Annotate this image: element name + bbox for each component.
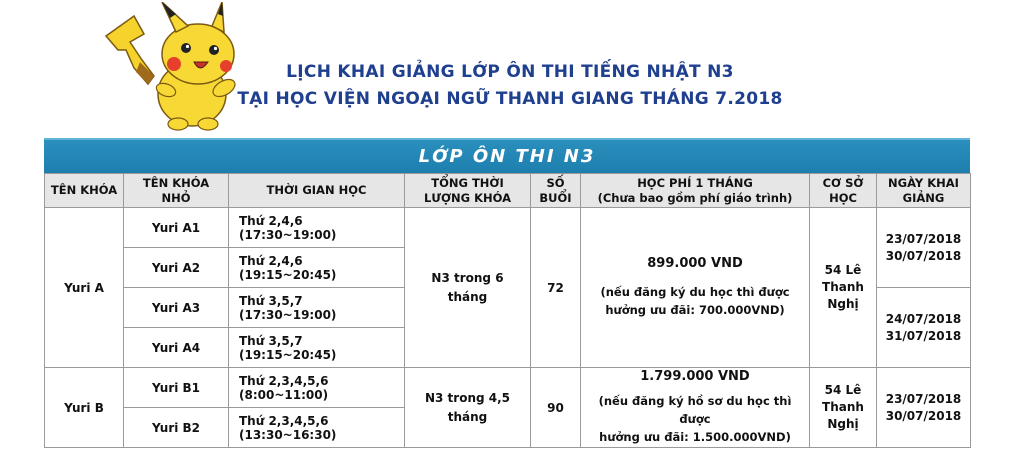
course-name-yuri-a: Yuri A bbox=[45, 208, 124, 368]
class-name: Yuri A1 bbox=[124, 208, 229, 248]
class-name: Yuri A3 bbox=[124, 288, 229, 328]
class-name: Yuri B2 bbox=[124, 408, 229, 448]
fee-amount: 899.000 VND bbox=[647, 256, 743, 271]
class-name: Yuri A4 bbox=[124, 328, 229, 368]
course-duration: N3 trong 4,5 tháng bbox=[405, 368, 531, 448]
schedule-table bbox=[44, 173, 971, 448]
class-time: Thứ 2,4,6 (17:30~19:00) bbox=[229, 208, 405, 248]
start-dates: 24/07/2018 31/07/2018 bbox=[877, 288, 971, 368]
class-time: Thứ 2,3,4,5,6 (13:30~16:30) bbox=[229, 408, 405, 448]
header-row bbox=[45, 174, 971, 208]
start-dates: 23/07/2018 30/07/2018 bbox=[877, 368, 971, 448]
class-time: Thứ 3,5,7 (17:30~19:00) bbox=[229, 288, 405, 328]
fee-discount-note: (nếu đăng ký du học thì được hưởng ưu đãi: 700.000VND) bbox=[600, 285, 790, 317]
header-subcourse: TÊN KHÓA NHỎ bbox=[124, 174, 229, 208]
class-time: Thứ 2,3,4,5,6 (8:00~11:00) bbox=[229, 368, 405, 408]
header-sessions: SỐ BUỔI bbox=[531, 174, 581, 208]
course-fee bbox=[581, 208, 810, 368]
fee-amount: 1.799.000 VND bbox=[640, 369, 750, 384]
table-row bbox=[45, 368, 971, 408]
class-name: Yuri A2 bbox=[124, 248, 229, 288]
class-time: Thứ 2,4,6 (19:15~20:45) bbox=[229, 248, 405, 288]
header-start-date: NGÀY KHAI GIẢNG bbox=[877, 174, 971, 208]
header-fee: HỌC PHÍ 1 THÁNG (Chưa bao gồm phí giáo trình) bbox=[581, 174, 810, 208]
course-location: 54 Lê Thanh Nghị bbox=[810, 208, 877, 368]
start-dates: 23/07/2018 30/07/2018 bbox=[877, 208, 971, 288]
class-time: Thứ 3,5,7 (19:15~20:45) bbox=[229, 328, 405, 368]
header-time: THỜI GIAN HỌC bbox=[229, 174, 405, 208]
course-sessions: 72 bbox=[531, 208, 581, 368]
page-title: LỊCH KHAI GIẢNG LỚP ÔN THI TIẾNG NHẬT N3 bbox=[286, 62, 734, 82]
course-duration: N3 trong 6 tháng bbox=[405, 208, 531, 368]
table-banner: LỚP ÔN THI N3 bbox=[44, 138, 970, 173]
course-location: 54 Lê Thanh Nghị bbox=[810, 368, 877, 448]
pikachu-illustration bbox=[100, 2, 245, 134]
header-course: TÊN KHÓA bbox=[45, 174, 124, 208]
course-name-yuri-b: Yuri B bbox=[45, 368, 124, 448]
fee-discount-note: (nếu đăng ký hồ sơ du học thì được hưởng ưu đãi: 1.500.000VND) bbox=[598, 394, 792, 444]
header-location: CƠ SỞ HỌC bbox=[810, 174, 877, 208]
table-row bbox=[45, 208, 971, 248]
class-name: Yuri B1 bbox=[124, 368, 229, 408]
course-fee bbox=[581, 368, 810, 448]
header-duration: TỔNG THỜI LƯỢNG KHÓA bbox=[405, 174, 531, 208]
course-sessions: 90 bbox=[531, 368, 581, 448]
page-subtitle: TẠI HỌC VIỆN NGOẠI NGỮ THANH GIANG THÁNG 7.2018 bbox=[237, 89, 783, 109]
